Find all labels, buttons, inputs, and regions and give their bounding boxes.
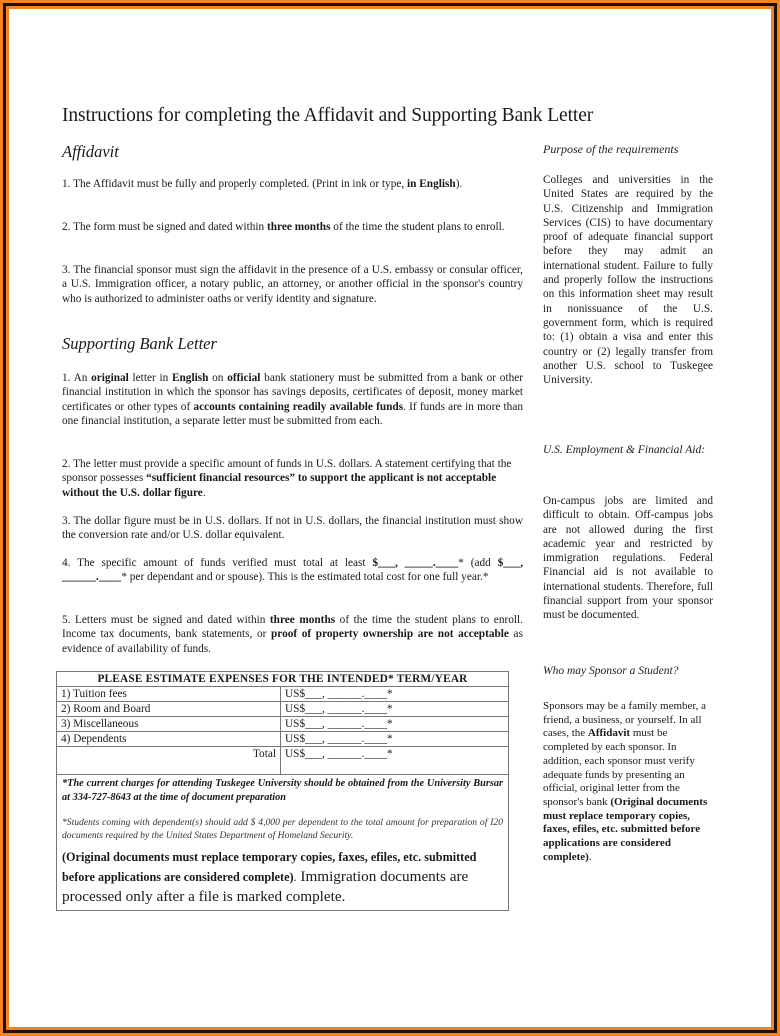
page-title: Instructions for completing the Affidavit and Supporting Bank Letter — [62, 105, 594, 126]
affidavit-item-1: 1. The Affidavit must be fully and properly completed. (Print in ink or type, in English). — [62, 178, 463, 190]
table-row — [57, 687, 509, 702]
employment-heading: U.S. Employment & Financial Aid: — [543, 444, 706, 456]
table-row — [57, 732, 509, 747]
bank-letter-heading: Supporting Bank Letter — [62, 334, 217, 353]
table-row — [57, 717, 509, 732]
purpose-text: Colleges and universities in the United States are required by the U.S. Citizenship and Immigration Services (CIS) to have documentary proof of adequate financial support before they may admit an international student. Failure to fully and properly follow the instructions on this information sheet may result in nonissuance of the U.S. government form, which is required to: (1) obtain a visa and enter this country or (2) legally transfer from another U.S. school to Tuskegee University. — [543, 174, 713, 387]
bank-letter-item-4: 4. The specific amount of funds verified must total at least $___, _____.____* (add $___, ______.____* per dependant and or spouse). This is the estimated total cost for one full year.* — [62, 557, 524, 584]
original-documents-note: (Original documents must replace temporary copies, faxes, efiles, etc. submitted before applications are considered complete). Immigration documents are processed only after a file is marked complete. — [62, 850, 477, 906]
employment-text: On-campus jobs are limited and difficult to obtain. Off-campus jobs are not allowed during the first academic year and restricted by immigration regulations. Federal Financial aid is not available to international students. Therefore, full financial support from your sponsor must be documented. — [543, 495, 713, 622]
expense-value-field[interactable]: US$___, ______.____* — [281, 702, 509, 717]
expense-value-field[interactable]: US$___, ______.____* — [281, 732, 509, 747]
bank-letter-item-3: 3. The dollar figure must be in U.S. dollars. If not in U.S. dollars, the financial institution must show the conversion rate and/or U.S. dollar equivalent. — [62, 515, 523, 542]
expense-value-field[interactable]: US$___, ______.____* — [281, 717, 509, 732]
expense-value-field[interactable]: US$___, ______.____* — [281, 687, 509, 702]
expense-label: 4) Dependents — [57, 732, 281, 747]
expense-label: 3) Miscellaneous — [57, 717, 281, 732]
bank-letter-item-1: 1. An original letter in English on official bank stationery must be submitted from a bank or other financial institution in which the sponsor has savings deposits, certificates of deposit, money market certificates or other types of accounts containing readily available funds. If funds are in more than one financial institution, a separate letter must be submitted from each. — [62, 372, 524, 427]
expense-label: 1) Tuition fees — [57, 687, 281, 702]
affidavit-heading: Affidavit — [62, 142, 119, 161]
sponsor-heading: Who may Sponsor a Student? — [543, 665, 679, 677]
bank-letter-item-2: 2. The letter must provide a specific amount of funds in U.S. dollars. A statement certifying that the sponsor possesses “sufficient financial resources” to support the applicant is not acceptable without the U.S. dollar figure. — [62, 458, 512, 499]
table-row — [57, 702, 509, 717]
expenses-table — [56, 671, 509, 911]
table-row-total — [57, 747, 509, 775]
dependents-note: *Students coming with dependent(s) should add $ 4,000 per dependent to the total amount for preparation of I20 documents required by the United States Department of Homeland Security. — [62, 817, 503, 841]
purpose-heading: Purpose of the requirements — [543, 142, 679, 156]
total-value-field[interactable]: US$___, ______.____* — [281, 747, 509, 775]
document-page — [9, 9, 771, 1027]
sponsor-text: Sponsors may be a family member, a friend, a business, or yourself. In all cases, the Affidavit must be completed by each sponsor. In addition, each sponsor must verify adequate funds by presenting an official, original letter from the sponsor's bank (Original documents must replace temporary copies, faxes, efiles, etc. submitted before applications are considered complete). — [543, 700, 708, 863]
table-notes — [57, 775, 509, 911]
bank-letter-item-5: 5. Letters must be signed and dated within three months of the time the student plans to enroll. Income tax documents, bank statements, or proof of property ownership are not acceptable as evidence of availability of funds. — [62, 614, 523, 655]
expense-label: 2) Room and Board — [57, 702, 281, 717]
affidavit-item-2: 2. The form must be signed and dated within three months of the time the student plans to enroll. — [62, 221, 505, 233]
total-label: Total — [57, 747, 281, 775]
bursar-note: *The current charges for attending Tuskegee University should be obtained from the University Bursar at 334-727-8643 at the time of document preparation — [62, 778, 503, 803]
affidavit-item-3: 3. The financial sponsor must sign the affidavit in the presence of a U.S. embassy or consular officer, a U.S. Immigration officer, a notary public, an attorney, or another official in the sponsor's country who is authorized to administer oaths or verify identity and signature. — [62, 264, 523, 305]
expenses-table-header: PLEASE ESTIMATE EXPENSES FOR THE INTENDED* TERM/YEAR — [57, 672, 509, 687]
